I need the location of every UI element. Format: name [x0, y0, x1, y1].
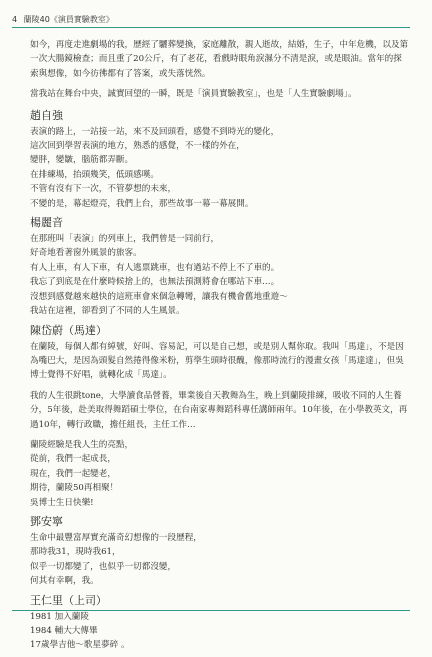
text-line: 1984 輔大大傳畢 [30, 626, 98, 636]
page-header-title: 蘭陵40《演員實驗教室》 [23, 15, 114, 24]
section-wang-renli [30, 593, 410, 653]
footer-rule [12, 610, 410, 611]
text-line: 生命中最豐富厚實充滿奇幻想像的一段歷程， [30, 532, 202, 543]
author-name: 趙自強 [30, 108, 63, 122]
text-line: 期待，蘭陵50再相聚！ [30, 483, 119, 494]
text-line: 不變的是，幕起燈亮，我們上台，那些故事一幕一幕展開。 [30, 198, 254, 209]
section-chen-daiwei [30, 323, 410, 510]
text-line: 現在，我們一起變老， [30, 468, 116, 479]
text-line: 我忘了到底是在什麼時候捨上的，也無法預測將會在哪站下車…。 [30, 277, 280, 288]
author-name: 陳岱蔚（馬達） [30, 323, 107, 337]
intro-paragraph-2: 當我站在舞台中央，誠實回望的一瞬，既是「演員實驗教室」，也是「人生實驗劇場」。 [30, 89, 357, 100]
section-deng-anning [30, 514, 410, 589]
intro-paragraph-1: 如今，再度走進劇場的我，歷經了驪葬變換，家庭離散，親人逝故，結婚，生子，中年危機，以及第一次大腸鏡檢查；而且重了20公斤，有了老花，看戲時眼角淚濕分不清是淚，或是眼油。當年的探索與想像，如今彷彿都有了答案，或失落恍然。 [30, 40, 409, 79]
text-line: 好奇地看著窗外風景的旅客。 [30, 248, 142, 259]
text-line: 那時我31，現時我61， [30, 547, 121, 558]
body-paragraph: 我的人生很跳tone，大學讀食品營養，畢業後自天教舞為生，晚上到蘭陵排練，吸收不同的人生養分，5年後，赴美取得舞蹈碩士學位，在台南家專舞蹈科專任講師兩年。10年後，在小學教英文，再過10年，轉行政職，擔任組長，主任工作… [30, 390, 408, 430]
text-line: 我站在這裡，卻看到了不同的人生風景。 [30, 306, 185, 317]
text-line: 在那班叫「表演」的列車上，我們曾是一同前行， [30, 234, 220, 245]
text-line: 有人上車，有人下車，有人逃票跳車，也有過站不停上不了車的。 [30, 262, 280, 273]
text-line: 在排練場，抬頭幾笑，低頭感嘆。 [30, 169, 159, 180]
header-rule [12, 27, 410, 28]
section-zhao-ziqiang [30, 108, 410, 211]
text-line: 不管有沒有下一次，不管夢想的未來， [30, 184, 177, 195]
author-name: 王仁里（上司） [30, 593, 107, 607]
text-line: 何其有幸啊，我。 [30, 576, 99, 587]
text-line: 吳博士生日快樂! [30, 497, 94, 508]
text-line: 沒想到感覺越來越快的這班車會來個急轉彎，讓我有機會舊地重遊～ [30, 291, 288, 302]
author-name: 鄧安寧 [30, 514, 63, 528]
text-line: 17歲學吉他～歌星夢碎 。 [30, 640, 130, 651]
text-line: 從前，我們一起成長， [30, 454, 116, 465]
text-line: 1981 加入蘭陵 [30, 611, 89, 622]
author-name: 楊麗音 [30, 216, 63, 230]
text-line: 變胖，變皺，腦筋都弄斷。 [30, 155, 134, 166]
text-line: 這次回到學習表演的地方，熟悉的感覺，不一樣的外在， [30, 141, 245, 152]
page-body [30, 38, 410, 657]
body-paragraph: 在蘭陵，每個人都有綽號，好叫、容易記，可以是自己想，或是別人幫你取。我叫「馬達」，不是因為嘴巴大，是因為頭髮自然捲得像米粉，剪學生頭時很醜，像那時流行的漫畫女孩「馬達達」，但吳博士覺得不好唱，就轉化成「馬達」。 [30, 341, 404, 381]
page-header [12, 14, 114, 25]
text-line: 蘭陵經驗是我人生的亮點， [30, 439, 134, 450]
text-line: 似乎一切都變了，也似乎一切都沒變， [30, 561, 177, 572]
page-number: 4 [12, 15, 18, 24]
text-line: 表演的路上，一站接一站，來不及回頭看，感覺不到時光的變化， [30, 126, 280, 137]
section-yang-liyin [30, 215, 410, 318]
